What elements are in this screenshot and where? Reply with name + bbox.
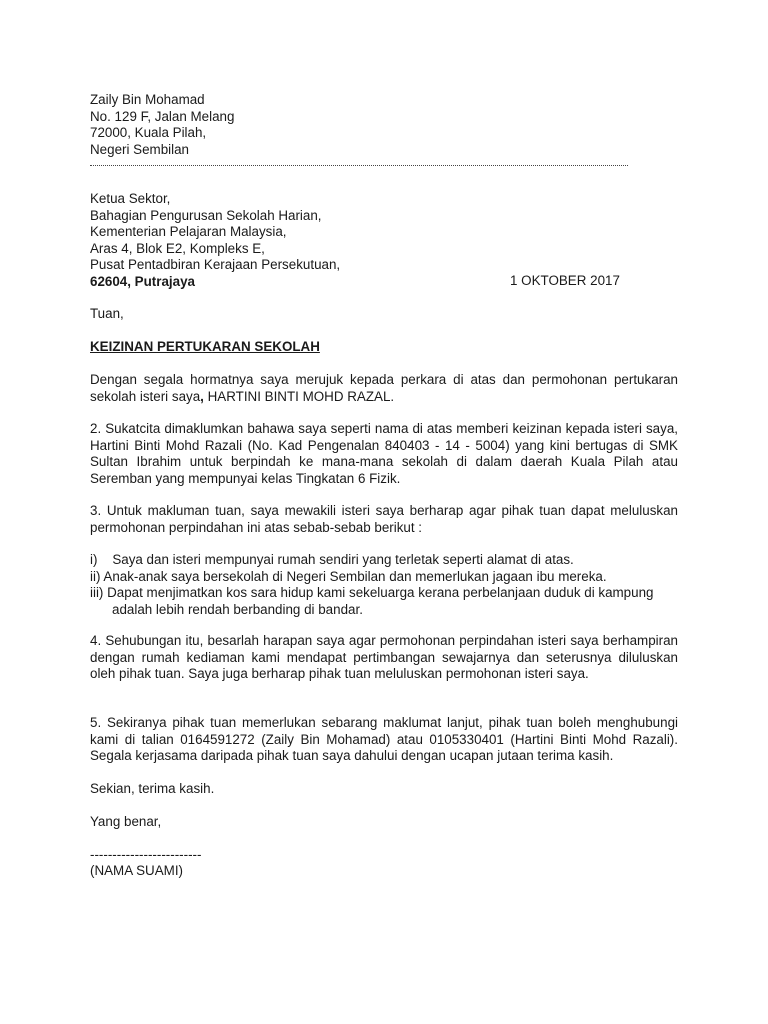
sender-address <box>90 92 234 158</box>
reason-item-2: ii) Anak-anak saya bersekolah di Negeri Sembilan dan memerlukan jagaan ibu mereka. <box>90 568 607 584</box>
sender-address-line: Negeri Sembilan <box>90 141 189 157</box>
reason-item-3-continued: adalah lebih rendah berbanding di bandar. <box>112 601 363 617</box>
reason-item-3: iii) Dapat menjimatkan kos sara hidup kami sekeluarga kerana perbelanjaan duduk di kampung <box>90 585 654 600</box>
paragraph-1 <box>90 372 678 405</box>
paragraph-1-text: Dengan segala hormatnya saya merujuk kepada perkara di atas dan permohonan pertukaran sekolah isteri saya <box>90 372 678 404</box>
recipient-line: Ketua Sektor, <box>90 191 171 206</box>
sender-name: Zaily Bin Mohamad <box>90 92 205 107</box>
paragraph-3: 3. Untuk makluman tuan, saya mewakili isteri saya berharap agar pihak tuan dapat meluluskan permohonan perpindahan ini atas sebab-sebab berikut : <box>90 503 678 535</box>
recipient-line: Bahagian Pengurusan Sekolah Harian, <box>90 207 322 223</box>
paragraph-1-comma: , <box>200 388 204 404</box>
salutation: Tuan, <box>90 306 124 321</box>
paragraph-5: 5. Sekiranya pihak tuan memerlukan sebarang maklumat lanjut, pihak tuan boleh menghubungi kami di talian 0164591272 (Zaily Bin Mohamad) atau 0105330401 (Hartini Binti Mohd Razali). Segala kerjasama daripada pihak tuan saya dahului dengan ucapan jutaan terima kasih. <box>90 715 678 763</box>
recipient-address <box>90 191 340 290</box>
signature-name: (NAMA SUAMI) <box>90 863 183 878</box>
subject-heading: KEIZINAN PERTUKARAN SEKOLAH <box>90 339 320 354</box>
reason-item-1: i) Saya dan isteri mempunyai rumah sendiri yang terletak seperti alamat di atas. <box>90 552 574 567</box>
recipient-postcode-city: 62604, Putrajaya <box>90 273 195 289</box>
closing-regards: Yang benar, <box>90 814 162 829</box>
dotted-separator <box>90 162 628 166</box>
recipient-line: Kementerian Pelajaran Malaysia, <box>90 224 287 239</box>
sender-address-line: 72000, Kuala Pilah, <box>90 125 207 140</box>
recipient-line: Pusat Pentadbiran Kerajaan Persekutuan, <box>90 257 341 272</box>
closing-thanks: Sekian, terima kasih. <box>90 781 215 796</box>
sender-address-line: No. 129 F, Jalan Melang <box>90 108 235 124</box>
reasons-list <box>90 552 653 618</box>
paragraph-4: 4. Sehubungan itu, besarlah harapan saya agar permohonan perpindahan isteri saya berhampiran dengan rumah kediaman kami mendapat pertimbangan sewajarnya dan seterusnya diluluskan oleh pihak tuan. Saya juga berharap pihak tuan meluluskan permohonan isteri saya. <box>90 633 678 681</box>
paragraph-2: 2. Sukatcita dimaklumkan bahawa saya seperti nama di atas memberi keizinan kepada isteri saya, Hartini Binti Mohd Razali (No. Kad Pengenalan 840403 - 14 - 5004) yang kini bertugas di SMK Sultan Ibrahim untuk berpindah ke mana-mana sekolah di dalam daerah Kuala Pilah atau Seremban yang mempunyai kelas Tingkatan 6 Fizik. <box>90 421 678 486</box>
letter-date: 1 OKTOBER 2017 <box>510 273 620 288</box>
recipient-line: Aras 4, Blok E2, Kompleks E, <box>90 240 265 256</box>
signature-line: ------------------------- <box>90 847 202 862</box>
paragraph-1-name: HARTINI BINTI MOHD RAZAL. <box>203 388 395 404</box>
